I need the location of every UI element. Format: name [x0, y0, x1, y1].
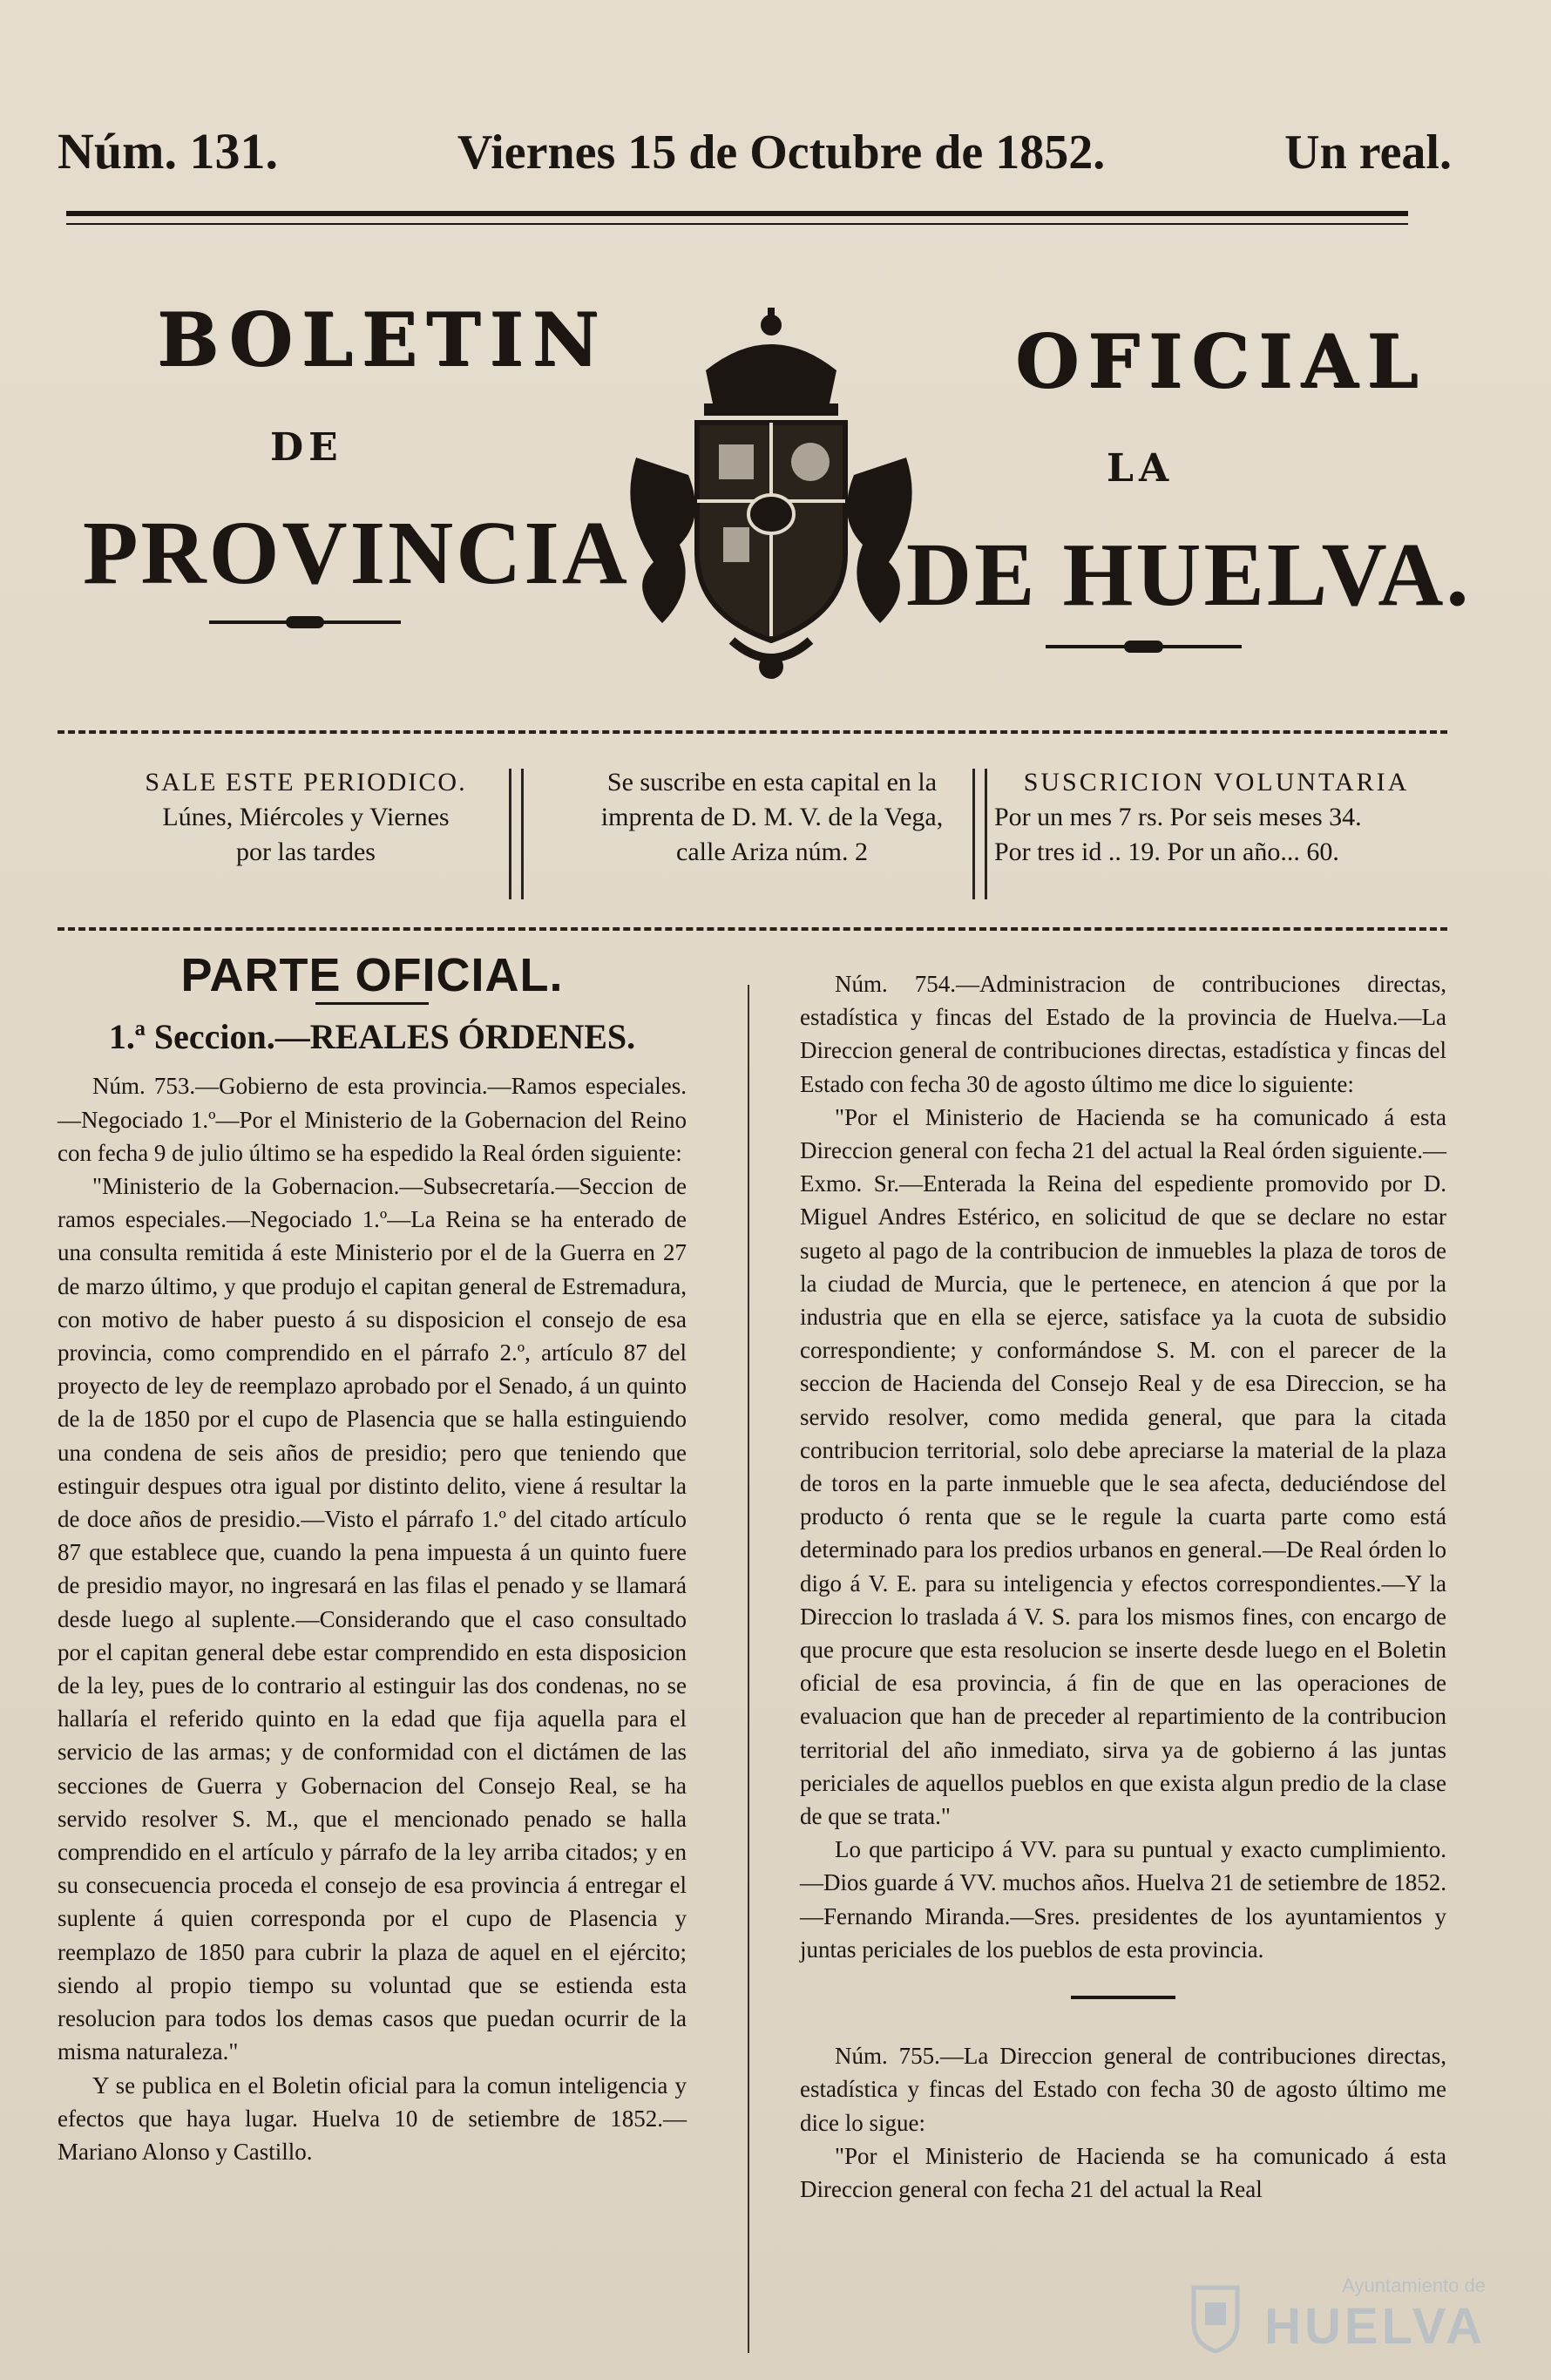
subscription-place-line-2: imprenta de D. M. V. de la Vega,	[600, 803, 944, 831]
subscription-prices-line-2: Por tres id .. 19. Por un año... 60.	[994, 837, 1339, 866]
article-755-body: "Por el Ministerio de Hacienda se ha comunicado á esta Direccion general con fecha 21 del actual la Real	[800, 2142, 1446, 2202]
masthead-line	[58, 122, 1452, 180]
title-oficial: OFICIAL	[1015, 318, 1427, 404]
info-separator-1	[509, 769, 511, 899]
city-shield-icon	[1189, 2283, 1242, 2353]
masthead-rule-thin	[66, 223, 1408, 225]
info-separator-3	[972, 769, 975, 899]
subscription-place-line-3: calle Ariza núm. 2	[676, 837, 868, 866]
publication-days	[84, 765, 528, 870]
issue-number: Núm. 131.	[58, 123, 278, 180]
masthead-rule-thick	[66, 211, 1408, 216]
title-la: LA	[1107, 446, 1175, 491]
watermark-small-text: Ayuntamiento de	[1342, 2275, 1486, 2296]
parte-oficial-heading: PARTE OFICIAL.	[180, 949, 564, 1001]
article-753-closing: Y se publica en el Boletin oficial para la comun inteligencia y efectos que haya lugar. Huelva 10 de setiembre de 1852.—Mariano Alonso y Castillo.	[58, 2071, 687, 2165]
publication-days-title: SALE ESTE PERIODICO.	[145, 768, 467, 797]
subscription-place-line-1: Se suscribe en esta capital en la	[606, 768, 938, 797]
left-column	[58, 949, 687, 2168]
subscription-prices-title: SUSCRICION VOLUNTARIA	[1023, 768, 1410, 797]
right-column	[800, 967, 1446, 2206]
article-754-intro: Núm. 754.—Administracion de contribuciones directas, estadística y fincas del Estado de la provincia de Huelva.—La Direccion general de contribuciones directas, estadística y fincas del Estado con fecha 30 de agosto último me dice lo siguiente:	[800, 971, 1446, 1097]
issue-price: Un real.	[1284, 125, 1452, 180]
title-de: DE	[270, 425, 343, 470]
title-provincia: PROVINCIA	[83, 503, 630, 603]
subscription-prices-line-1: Por un mes 7 rs. Por seis meses 34.	[994, 803, 1362, 831]
article-754-closing: Lo que participo á VV. para su puntual y exacto cumplimiento.—Dios guarde á VV. muchos años. Huelva 21 de setiembre de 1852.—Fernando Miranda.—Sres. presidentes de los ayuntamientos y juntas periciales de los pueblos de esta provincia.	[800, 1836, 1446, 1963]
subscription-info-box	[58, 730, 1447, 931]
archive-watermark	[1189, 2275, 1486, 2362]
section-heading: 1.ª Seccion.—REALES ÓRDENES.	[108, 1017, 636, 1057]
title-ornament-right	[1046, 645, 1242, 648]
publication-days-time: por las tardes	[236, 837, 376, 866]
issue-date: Viernes 15 de Octubre de 1852.	[457, 125, 1106, 180]
article-separator	[1071, 1996, 1175, 1999]
subscription-place	[537, 765, 1007, 870]
title-ornament-left	[209, 620, 401, 624]
article-753-intro: Núm. 753.—Gobierno de esta provincia.—Ramos especiales.—Negociado 1.º—Por el Ministerio de la Gobernacion del Reino con fecha 9 de julio último se ha espedido la Real órden siguiente:	[58, 1073, 687, 1166]
royal-coat-of-arms-icon	[601, 301, 941, 684]
column-divider	[748, 985, 749, 2353]
title-de-huelva: DE HUELVA.	[906, 525, 1472, 625]
watermark-big-text: HUELVA	[1264, 2298, 1486, 2355]
info-separator-4	[985, 769, 987, 899]
publication-days-line: Lúnes, Miércoles y Viernes	[162, 803, 450, 831]
subscription-prices	[994, 765, 1439, 870]
article-753-body: "Ministerio de la Gobernacion.—Subsecretaría.—Seccion de ramos especiales.—Negociado 1.º—La Reina se ha enterado de una consulta remitida á este Ministerio por el de la Guerra en 27 de marzo último, y que produjo el capitan general de Estremadura, con motivo de haber puesto á su disposicion el consejo de esa provincia, como comprendido en el párrafo 2.º, artículo 87 del proyecto de ley de reemplazo aprobado por el Senado, á un quinto de la de 1850 por el cupo de Plasencia que se halla estinguiendo una condena de seis años de presidio; pero que teniendo que estinguir despues otra igual por distinto delito, viene á resultar la de doce años de presidio.—Visto el párrafo 1.º del citado artículo 87 que establece que, cuando la pena impuesta á un quinto fuere de presidio mayor, no ingresará en las filas el penado y se llamará desde luego al suplente.—Considerando que el caso consultado por el capitan general debe estar comprendido en esta disposicion de la ley, pues de lo contrario al estinguir las dos condenas, no se hallaría el referido quinto en la edad que fija aquella para el servicio de las armas; y de conformidad con el dictámen de las secciones de Guerra y Gobernacion del Consejo Real, se ha servido resolver S. M., que el mencionado penado se halla comprendido en el artículo y párrafo de la ley arriba citados; y en su consecuencia proceda el consejo de esa provincia á entregar el suplente á quien corresponda por el cupo de Plasencia y reemplazo de 1850 para cubrir la plaza de aquel en el ejército; siendo al propio tiempo su voluntad que se estienda esta resolucion para todos los demas casos que puedan ocurrir de la misma naturaleza."	[58, 1173, 687, 2065]
heading-rule	[315, 1002, 429, 1005]
article-755-intro: Núm. 755.—La Direccion general de contribuciones directas, estadística y fincas del Estado con fecha 30 de agosto último me dice lo sigue:	[800, 2043, 1446, 2136]
article-754-body: "Por el Ministerio de Hacienda se ha comunicado á esta Direccion general con fecha 21 del actual la Real órden siguiente.—Exmo. Sr.—Enterada la Reina del espediente promovido por D. Miguel Andres Estérico, en solicitud de que se declare no estar sugeto al pago de la contribucion de inmuebles la plaza de toros de la ciudad de Murcia, que le pertenece, en atencion á que por la industria que en ella se ejerce, satisface ya la cuota de subsidio correspondiente; y conformándose S. M. con el parecer de la seccion de Hacienda del Consejo Real y de esa Direccion, se ha servido resolver, como medida general, que para la citada contribucion territorial, solo debe apreciarse la material de la plaza de toros en la parte inmueble que le sea afecta, deduciéndose del producto ó renta que se le regule la cuarta parte como está determinado para los predios urbanos en general.—De Real órden lo digo á V. E. para su inteligencia y efectos correspondientes.—Y la Direccion lo traslada á V. S. para los mismos fines, con encargo de que procure que esta resolucion se inserte desde luego en el Boletin oficial de esa provincia, á fin de que en las operaciones de evaluacion que han de preceder al repartimiento de la contribucion territorial del año inmediato, sirva ya de gobierno á las juntas periciales de aquellos pueblos en que exista algun predio de la clase de que se trata."	[800, 1103, 1446, 1830]
info-separator-2	[521, 769, 524, 899]
title-boletin: BOLETIN	[157, 296, 608, 383]
